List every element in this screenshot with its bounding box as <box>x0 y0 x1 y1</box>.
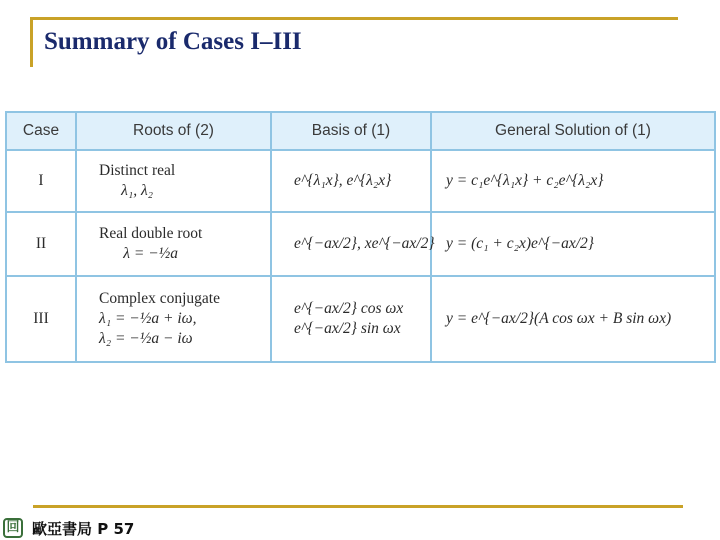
roots-line: λ₁ = −½a + iω, <box>99 310 197 327</box>
roots-cell <box>77 151 272 211</box>
roots-line: λ = −½a <box>123 245 179 262</box>
basis-cell <box>272 151 432 211</box>
general-solution-cell: y = (c₁ + c₂x)e^{−ax/2} <box>446 235 594 252</box>
summary-table <box>5 111 716 363</box>
footer-rule <box>33 505 683 508</box>
footer-citation: 歐亞書局 P 57 <box>32 520 135 538</box>
header-roots: Roots of (2) <box>77 113 272 149</box>
title-frame-left-rule <box>30 17 33 67</box>
header-basis: Basis of (1) <box>272 113 432 149</box>
slide-title: Summary of Cases I–III <box>44 28 302 55</box>
title-frame-top-rule <box>30 17 678 20</box>
basis-cell <box>272 277 432 361</box>
roots-line: λ₂ = −½a − iω <box>99 330 193 347</box>
general-solution-cell: y = c₁e^{λ₁x} + c₂e^{λ₂x} <box>446 172 604 189</box>
header-case: Case <box>7 113 77 149</box>
basis-line: e^{λ₁x}, e^{λ₂x} <box>294 172 392 189</box>
publisher-logo-icon: 回 <box>3 518 23 538</box>
basis-cell <box>272 213 435 275</box>
roots-line: Distinct real <box>99 162 176 179</box>
roots-cell <box>77 213 272 275</box>
roots-line: λ₁, λ₂ <box>121 182 154 199</box>
header-general-solution: General Solution of (1) <box>495 122 651 139</box>
case-label: II <box>7 213 77 275</box>
basis-line: e^{−ax/2} cos ωx <box>294 300 404 317</box>
case-label: III <box>7 277 77 361</box>
table-row <box>7 277 714 361</box>
table-row <box>7 213 714 277</box>
roots-line: Real double root <box>99 225 203 242</box>
basis-line: e^{−ax/2}, xe^{−ax/2} <box>294 235 435 252</box>
basis-line: e^{−ax/2} sin ωx <box>294 320 401 337</box>
table-header-row <box>7 113 714 151</box>
roots-cell <box>77 277 272 361</box>
general-solution-cell: y = e^{−ax/2}(A cos ωx + B sin ωx) <box>446 310 672 327</box>
case-label: I <box>7 151 77 211</box>
roots-line: Complex conjugate <box>99 290 220 307</box>
table-row <box>7 151 714 213</box>
